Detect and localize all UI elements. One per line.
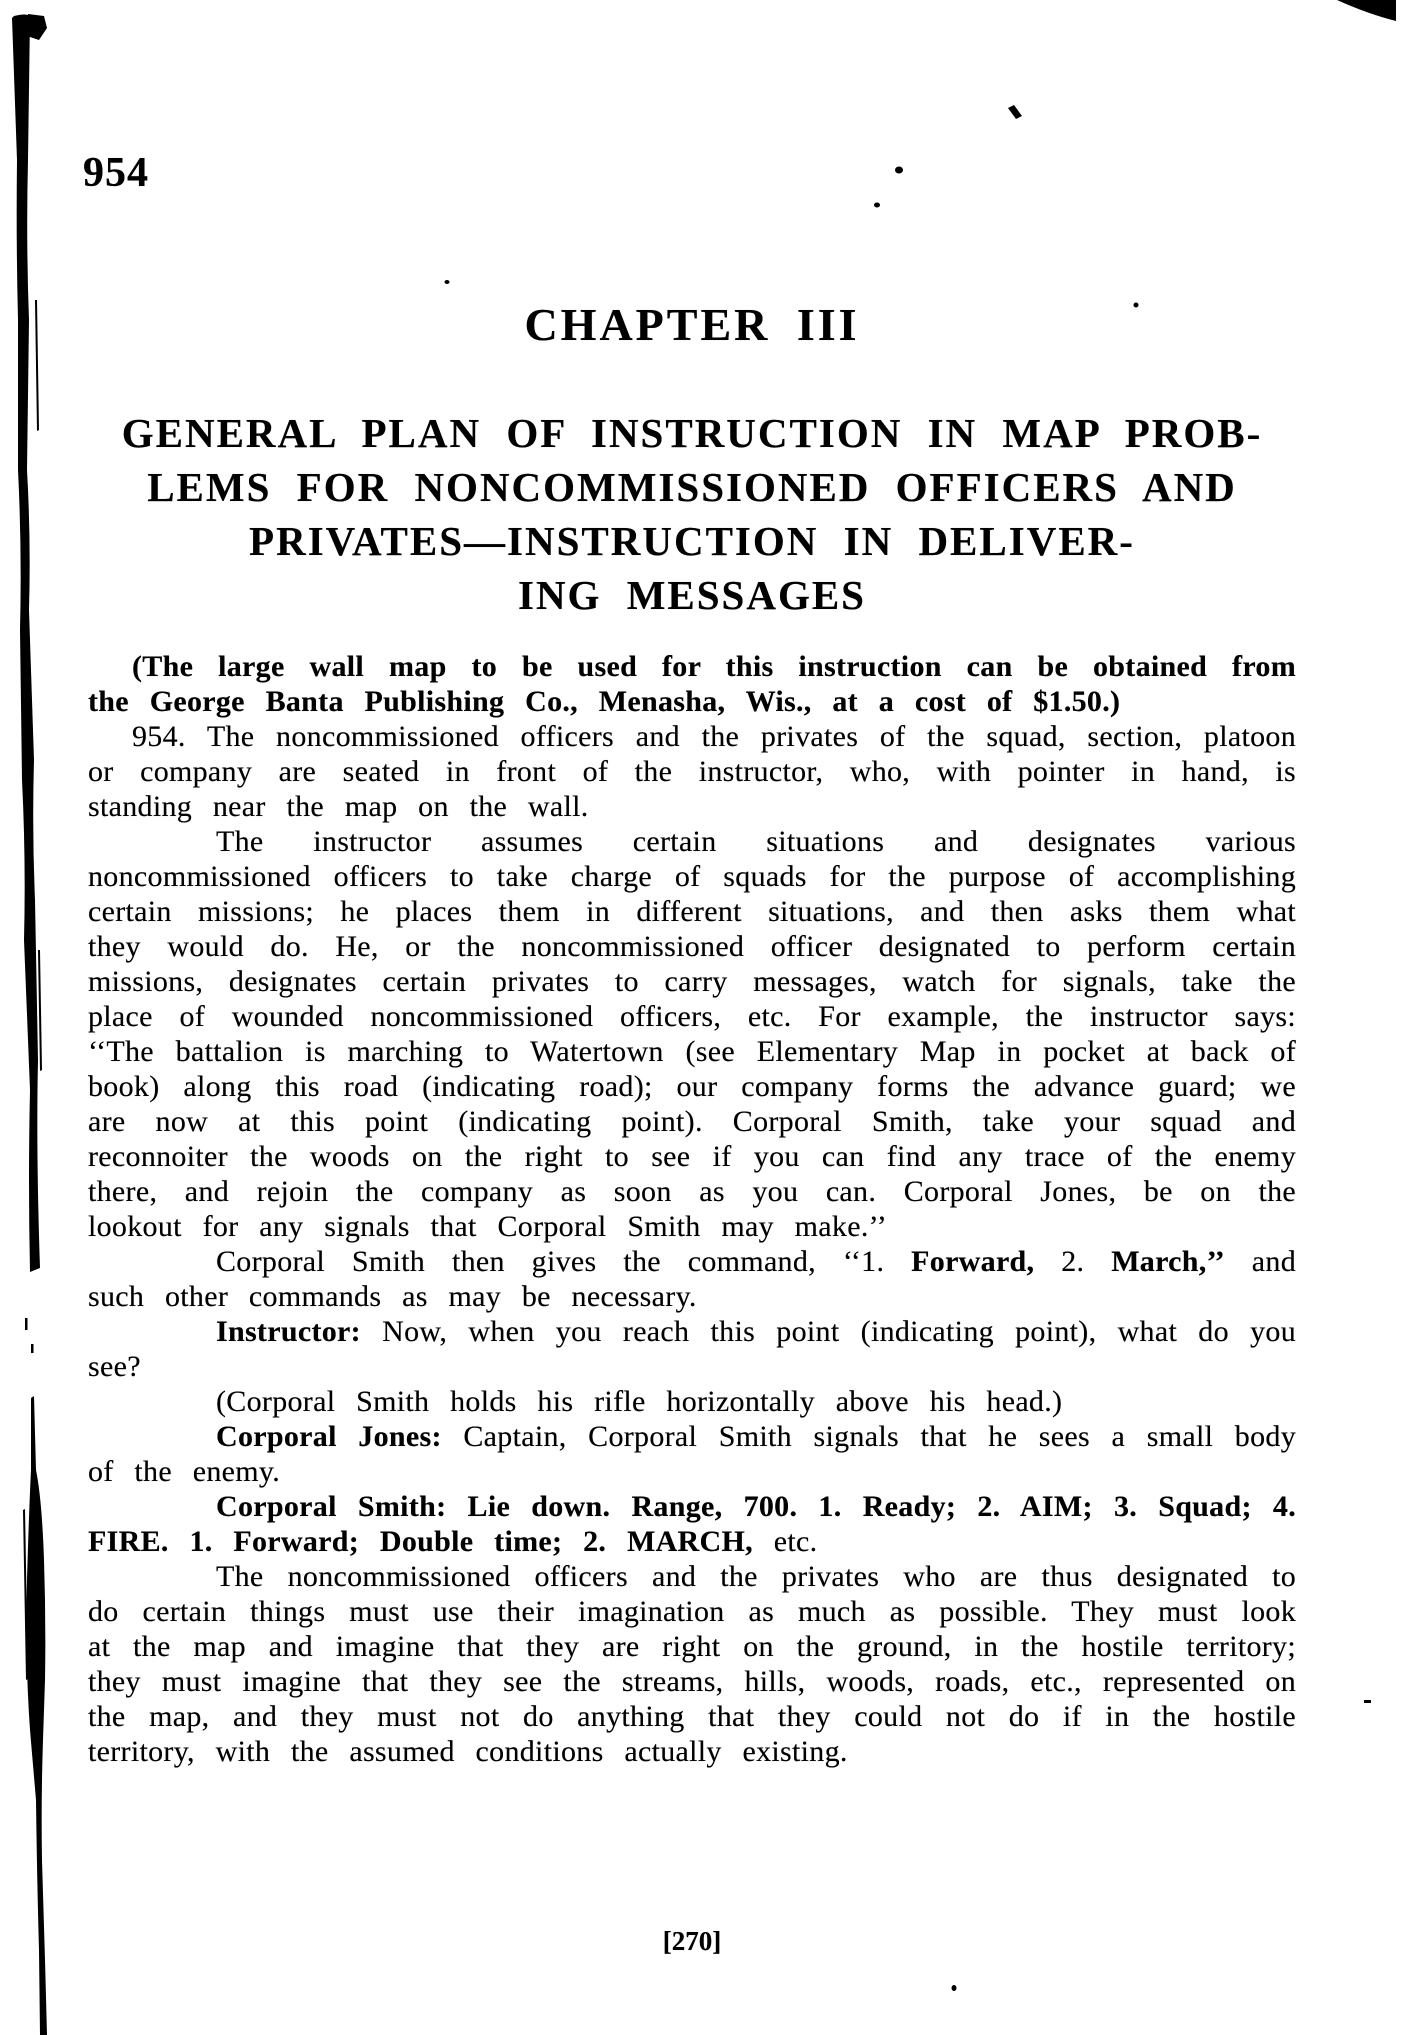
chapter-heading: CHAPTER III <box>524 299 860 350</box>
paragraph: Corporal Smith then gives the command, ‘‘1. Forward, 2. March,’’ and such other commands as may be necessary. <box>88 1245 1297 1313</box>
ink-speck-1 <box>895 167 903 174</box>
ink-speck-tick <box>1008 105 1022 119</box>
chapter-title-line: PRIVATES—INSTRUCTION IN DELIVER- <box>249 518 1135 564</box>
chapter-title-line: GENERAL PLAN OF INSTRUCTION IN MAP PROB- <box>121 410 1263 456</box>
paragraph: Corporal Jones: Captain, Corporal Smith signals that he sees a small body of the enemy. <box>88 1420 1297 1488</box>
chapter-title <box>70 406 1314 622</box>
chapter-title-line: ING MESSAGES <box>517 572 866 618</box>
left-edge-ink-bar <box>12 15 40 1273</box>
lower-left-ink-streak <box>26 1396 47 2035</box>
paragraph: 954. The noncommissioned officers and the privates of the squad, section, platoon or company are seated in front of the instructor, who, with pointer in hand, is standing near the map on the wall. <box>88 720 1296 823</box>
chapter-title-line: LEMS FOR NONCOMMISSIONED OFFICERS AND <box>147 464 1237 510</box>
ink-speck-2 <box>874 203 880 208</box>
left-edge-hairline-1 <box>35 300 39 431</box>
left-edge-ink-blob <box>27 14 47 40</box>
ink-speck-6 <box>952 1985 957 1991</box>
paragraph: (The large wall map to be used for this instruction can be obtained from the George Banta Publishing Co., Menasha, Wis., at a cost of $1.50.) <box>88 650 1296 718</box>
ink-dash-2 <box>31 1344 34 1353</box>
folio-page-marker: [270] <box>662 1926 722 1956</box>
paragraph: (Corporal Smith holds his rifle horizontally above his head.) <box>216 1385 1063 1418</box>
lower-left-hairline <box>23 1509 28 1680</box>
ink-dash-1 <box>25 1318 28 1330</box>
left-edge-hairline-2 <box>38 950 42 1071</box>
paragraph: Corporal Smith: Lie down. Range, 700. 1. Ready; 2. AIM; 3. Squad; 4. FIRE. 1. Forward; Double time; 2. MARCH, etc. <box>88 1490 1296 1558</box>
page-number: 954 <box>83 150 149 196</box>
paragraph: The instructor assumes certain situations and designates various noncommissioned officers to take charge of squads for the purpose of accomplishing certain missions; he places them in different situations, and then asks them what they would do. He, or the noncommissioned officer designated to perform certain missions, designates certain privates to carry messages, watch for signals, take the place of wounded noncommissioned officers, etc. For example, the instructor says: ‘‘The battalion is marching to Watertown (see Elementary Map in pocket at back of book) along this road (indicating road); our company forms the advance guard; we are now at this point (indicating point). Corporal Smith, take your squad and reconnoiter the woods on the right to see if you can find any trace of the enemy there, and rejoin the company as soon as you can. Corporal Jones, be on the lookout for any signals that Corporal Smith may make.’’ <box>88 825 1296 1243</box>
top-right-corner-mark <box>1337 0 1396 21</box>
ink-speck-3 <box>445 280 450 284</box>
body-text <box>88 649 1296 1769</box>
ink-speck-5 <box>1364 1700 1371 1703</box>
paragraph: The noncommissioned officers and the privates who are thus designated to do certain things must use their imagination as much as possible. They must look at the map and imagine that they are right on the ground, in the hostile territory; they must imagine that they see the streams, hills, woods, roads, etc., represented on the map, and they must not do anything that they could not do if in the hostile territory, with the assumed conditions actually existing. <box>88 1560 1296 1768</box>
paragraph: Instructor: Now, when you reach this point (indicating point), what do you see? <box>88 1315 1296 1383</box>
